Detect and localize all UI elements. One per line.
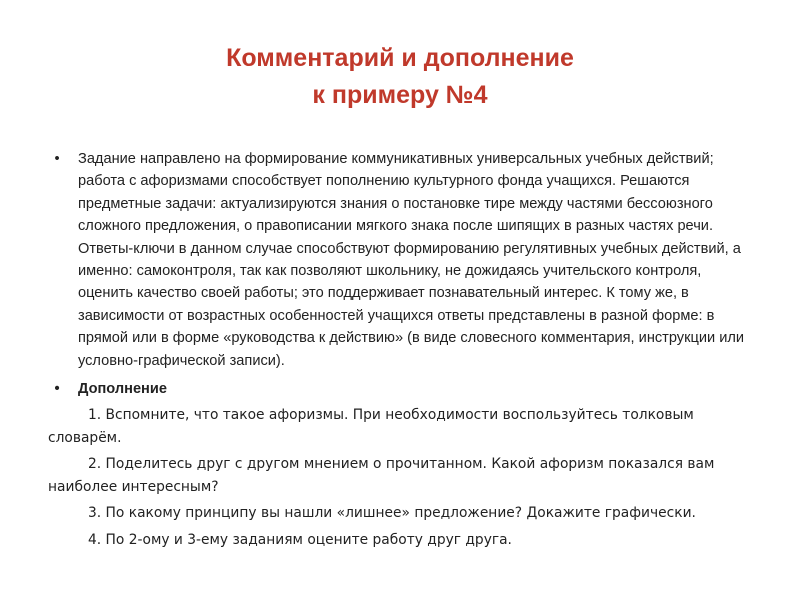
- title-line-2: к примеру №4: [312, 81, 488, 109]
- task-item-4: 4. По 2-ому и 3-ему заданиям оцените работу друг друга.: [88, 531, 512, 548]
- main-paragraph: Задание направлено на формирование коммуникативных универсальных учебных действий; работа с афоризмами способствует пополнению культурного фонда учащихся. Решаются предметные задачи: актуализируются знания о постановке тире между частями бессоюзного сложного предложения, о правописании мягкого знака после шипящих в разных частях речи. Ответы-ключи в данном случае способствуют формированию регулятивных учебных действий, а именно: самоконтроля, так как позволяют школьнику, не дожидаясь учительского контроля, оценить качество своей работы; это поддерживает познавательный интерес. К тому же, в зависимости от возрастных особенностей учащихся ответы представлены в разной форме: в прямой или в форме «руководства к действию» (в виде словесного комментария, инструкции или условно-графической записи).: [78, 151, 745, 369]
- title-line-1: Комментарий и дополнение: [226, 44, 574, 72]
- bullet-icon: •: [54, 151, 60, 167]
- addition-heading: Дополнение: [78, 381, 167, 398]
- bullet-icon: •: [54, 381, 60, 398]
- slide-content: [48, 148, 760, 551]
- task-item-1: 1. Вспомните, что такое афоризмы. При необходимости воспользуйтесь толковым словарём.: [48, 407, 694, 446]
- bullet-addition: [48, 378, 760, 400]
- task-item-2: 2. Поделитесь друг с другом мнением о прочитанном. Какой афоризм показался вам наиболее интересным?: [48, 456, 715, 495]
- task-item-3: 3. По какому принципу вы нашли «лишнее» предложение? Докажите графически.: [88, 505, 696, 522]
- slide-title: [0, 40, 800, 114]
- bullet-main: [48, 148, 760, 372]
